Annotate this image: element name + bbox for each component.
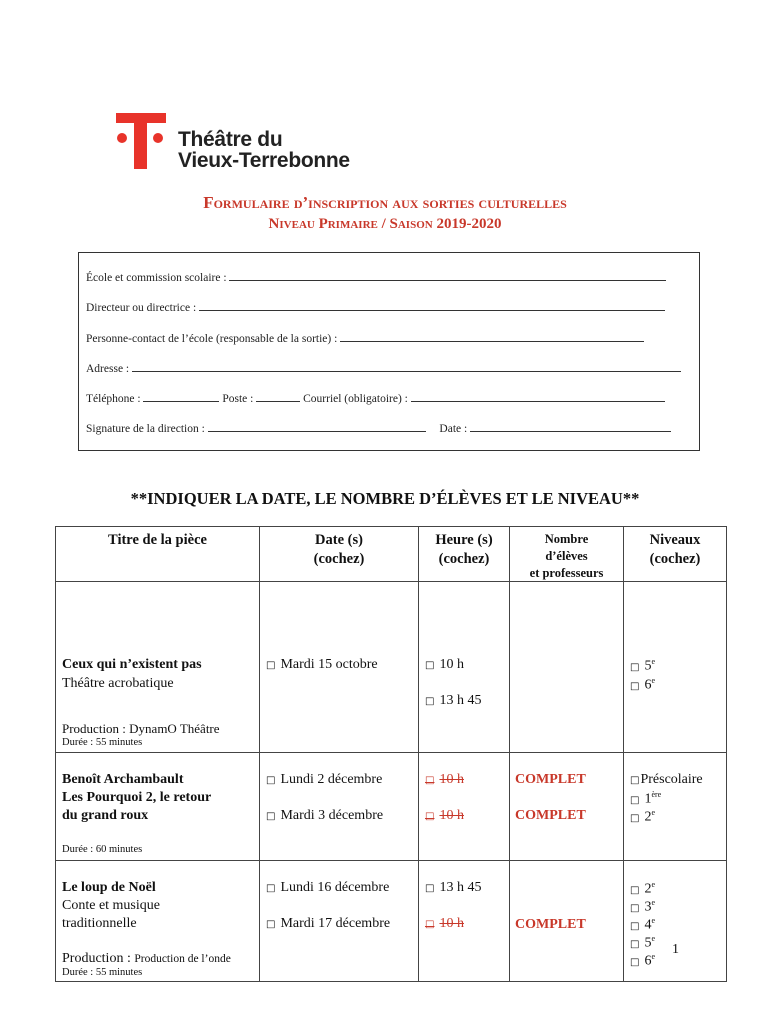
header-title: Titre de la pièce (56, 527, 260, 582)
level-option[interactable]: □ 1ère (630, 790, 662, 807)
signature-row (86, 422, 671, 435)
date-label: Date : (439, 423, 468, 435)
level-option[interactable]: □ 3e (630, 898, 656, 915)
count-cell[interactable] (510, 582, 624, 753)
level-option[interactable]: □ 2e (630, 808, 656, 825)
extension-field[interactable] (256, 392, 300, 402)
table-header-row (56, 527, 727, 582)
checkbox-icon[interactable]: □ (630, 884, 640, 896)
level-option[interactable]: □ 2e (630, 880, 656, 897)
checkbox-icon[interactable]: □ (266, 660, 276, 671)
time-cell (419, 582, 510, 753)
theatre-logo (116, 113, 376, 173)
show-duration: Durée : 55 minutes (62, 967, 143, 978)
count-cell (510, 861, 624, 982)
logo-line-1: Théâtre du (178, 128, 283, 151)
show-title: Le loup de Noël (62, 880, 156, 895)
show-title-line: Les Pourquoi 2, le retour (62, 790, 212, 805)
show-duration: Durée : 60 minutes (62, 844, 143, 855)
level-option[interactable]: □ 5e (630, 657, 656, 674)
signature-field[interactable] (208, 422, 426, 432)
complet-badge: COMPLET (515, 917, 586, 932)
phone-row (86, 392, 665, 405)
complet-badge: COMPLET (515, 808, 586, 823)
show-production: Production : DynamO Théâtre (62, 721, 220, 736)
show-title-cell (56, 861, 260, 982)
phone-field[interactable] (143, 392, 219, 402)
address-row (86, 362, 681, 375)
levels-cell (624, 582, 727, 753)
show-subtitle: Théâtre acrobatique (62, 676, 174, 691)
checkbox-icon: □ (425, 919, 435, 930)
show-subtitle-line: traditionnelle (62, 916, 137, 931)
header-time: Heure (s) (cochez) (419, 527, 510, 582)
level-option[interactable]: □ 6e (630, 676, 656, 693)
time-cell (419, 753, 510, 861)
time-option[interactable]: □ 13 h 45 (425, 693, 482, 708)
levels-cell (624, 861, 727, 982)
checkbox-icon[interactable]: □ (630, 920, 640, 932)
email-field[interactable] (411, 392, 665, 402)
complet-badge: COMPLET (515, 772, 586, 787)
contact-row (86, 332, 644, 345)
checkbox-icon[interactable]: □ (266, 883, 276, 894)
date-field[interactable] (470, 422, 671, 432)
form-subtitle: Niveau Primaire / Saison 2019-2020 (268, 216, 502, 232)
contact-label: Personne-contact de l’école (responsable de la sortie) : (86, 333, 338, 345)
checkbox-icon[interactable]: □ (266, 775, 276, 786)
time-option[interactable]: □ 13 h 45 (425, 880, 482, 895)
checkbox-icon: □ (425, 775, 435, 786)
header-date: Date (s) (cochez) (260, 527, 419, 582)
phone-label: Téléphone : (86, 393, 141, 405)
date-cell (260, 582, 419, 753)
count-cell (510, 753, 624, 861)
header-levels: Niveaux (cochez) (624, 527, 727, 582)
school-row (86, 271, 666, 284)
table-row (56, 861, 727, 982)
checkbox-icon[interactable]: □ (630, 680, 640, 692)
email-label: Courriel (obligatoire) : (303, 393, 408, 405)
school-info-box (78, 252, 700, 451)
instruction-heading: **INDIQUER LA DATE, LE NOMBRE D’ÉLÈVES ET LE NIVEAU** (130, 489, 640, 508)
checkbox-icon[interactable]: □ (630, 956, 640, 968)
date-option[interactable]: □ Lundi 16 décembre (266, 880, 390, 895)
logo-wordmark (178, 129, 350, 171)
table-row (56, 753, 727, 861)
page-number: 1 (672, 942, 679, 957)
checkbox-icon[interactable]: □ (425, 660, 435, 671)
level-option[interactable]: □ 6e (630, 952, 656, 969)
extension-label: Poste : (222, 393, 254, 405)
show-title-line: du grand roux (62, 808, 149, 823)
levels-cell (624, 753, 727, 861)
show-title-line: Benoît Archambault (62, 772, 184, 787)
header-count: Nombre d’élèves et professeurs (510, 527, 624, 582)
school-field[interactable] (229, 271, 666, 281)
director-field[interactable] (199, 301, 665, 311)
show-title: Ceux qui n’existent pas (62, 657, 202, 672)
contact-field[interactable] (340, 332, 644, 342)
show-production: Production : Production de l’onde (62, 951, 231, 966)
checkbox-icon[interactable]: □ (425, 696, 435, 707)
time-option-full: □ 10 h (425, 808, 464, 823)
address-label: Adresse : (86, 363, 130, 375)
checkbox-icon[interactable]: □ (630, 902, 640, 914)
date-cell (260, 753, 419, 861)
show-title-cell (56, 582, 260, 753)
theatre-t-logo-icon (116, 113, 166, 169)
signature-label: Signature de la direction : (86, 423, 205, 435)
director-row (86, 301, 665, 314)
time-option[interactable]: □ 10 h (425, 657, 464, 672)
level-option[interactable]: □ 4e (630, 916, 656, 933)
date-option[interactable]: □ Mardi 17 décembre (266, 916, 391, 931)
time-cell (419, 861, 510, 982)
director-label: Directeur ou directrice : (86, 302, 197, 314)
level-option[interactable]: □ 5e (630, 934, 656, 951)
address-field[interactable] (132, 362, 681, 372)
date-option[interactable]: □ Lundi 2 décembre (266, 772, 383, 787)
show-subtitle-line: Conte et musique (62, 898, 160, 913)
logo-line-2: Vieux-Terrebonne (178, 149, 350, 172)
date-option[interactable]: □ Mardi 15 octobre (266, 657, 378, 672)
schedule-table (55, 526, 727, 982)
checkbox-icon: □ (425, 811, 435, 822)
show-duration: Durée : 55 minutes (62, 737, 143, 748)
checkbox-icon[interactable]: □ (266, 811, 276, 822)
checkbox-icon[interactable]: □ (425, 883, 435, 894)
date-option[interactable]: □ Mardi 3 décembre (266, 808, 384, 823)
table-row (56, 582, 727, 753)
level-option[interactable]: □Préscolaire (630, 772, 703, 787)
checkbox-icon[interactable]: □ (630, 775, 640, 786)
school-label: École et commission scolaire : (86, 272, 227, 284)
time-option-full: □ 10 h (425, 772, 464, 787)
time-option-full: □ 10 h (425, 916, 464, 931)
checkbox-icon[interactable]: □ (630, 812, 640, 824)
form-title: Formulaire d’inscription aux sorties culturelles (203, 193, 567, 212)
checkbox-icon[interactable]: □ (630, 661, 640, 673)
checkbox-icon[interactable]: □ (630, 794, 640, 806)
show-title-cell (56, 753, 260, 861)
date-cell (260, 861, 419, 982)
checkbox-icon[interactable]: □ (630, 938, 640, 950)
checkbox-icon[interactable]: □ (266, 919, 276, 930)
